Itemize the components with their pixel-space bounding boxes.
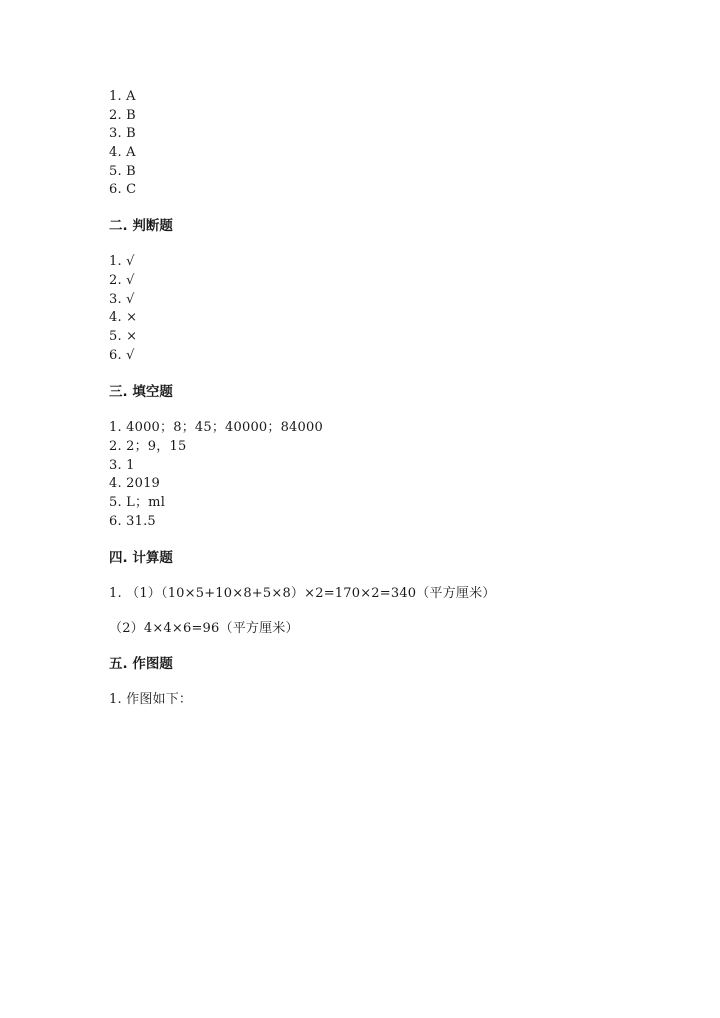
- judgement-answer-6: 6. √: [109, 348, 135, 363]
- choice-answer-6: 6. C: [109, 182, 137, 197]
- calc-answer-1: 1. （1）（10×5+10×8+5×8）×2=170×2=340（平方厘米）: [109, 586, 496, 601]
- drawing-answer-1: 1. 作图如下：: [109, 692, 193, 707]
- judgement-answer-1: 1. √: [109, 254, 135, 269]
- choice-answer-5: 5. B: [109, 164, 136, 179]
- fill-answer-2: 2. 2；9，15: [109, 439, 187, 454]
- section-heading-judgement: 二. 判断题: [109, 218, 173, 234]
- fill-answer-5: 5. L；ml: [109, 495, 166, 510]
- choice-answer-1: 1. A: [109, 89, 136, 104]
- choice-answer-3: 3. B: [109, 126, 136, 141]
- section-heading-fill-blank: 三. 填空题: [109, 384, 173, 400]
- judgement-answer-5: 5. ×: [109, 329, 138, 344]
- fill-answer-3: 3. 1: [109, 458, 135, 473]
- fill-answer-6: 6. 31.5: [109, 514, 156, 529]
- section-heading-drawing: 五. 作图题: [109, 656, 173, 672]
- judgement-answer-3: 3. √: [109, 292, 135, 307]
- calc-answer-2: （2）4×4×6=96（平方厘米）: [109, 621, 299, 636]
- judgement-answer-2: 2. √: [109, 273, 135, 288]
- choice-answer-2: 2. B: [109, 108, 136, 123]
- fill-answer-1: 1. 4000；8；45；40000；84000: [109, 420, 323, 435]
- choice-answer-4: 4. A: [109, 145, 136, 160]
- judgement-answer-4: 4. ×: [109, 310, 138, 325]
- fill-answer-4: 4. 2019: [109, 476, 161, 491]
- section-heading-calculation: 四. 计算题: [109, 550, 173, 566]
